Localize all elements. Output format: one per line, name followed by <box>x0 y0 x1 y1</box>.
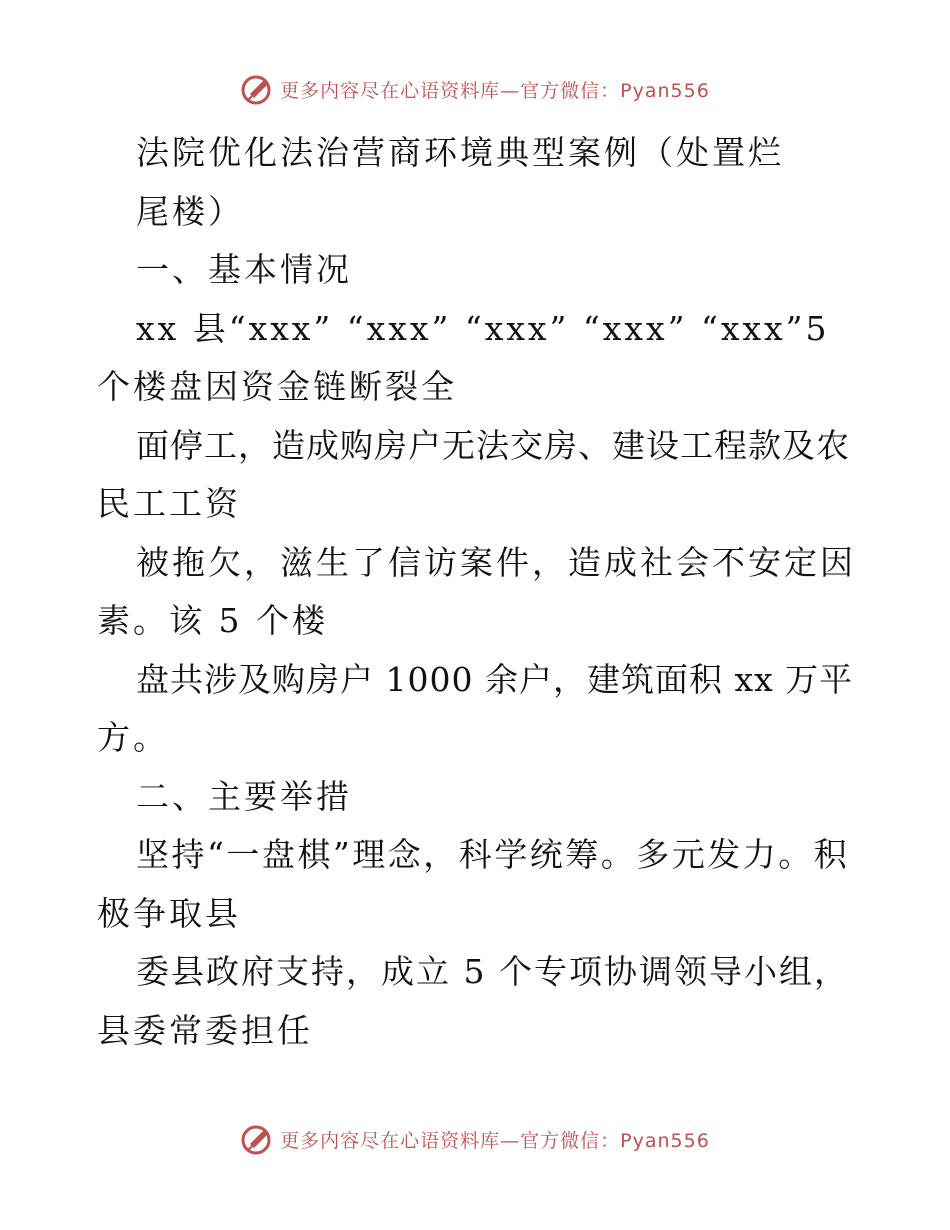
watermark-footer <box>0 1122 950 1156</box>
paragraph-line: 方。 <box>97 718 169 757</box>
paragraph-line: 被拖欠，滋生了信访案件，造成社会不安定因 <box>136 542 856 582</box>
watermark-text: 更多内容尽在心语资料库—官方微信：Pyan556 <box>280 79 710 102</box>
paragraph-line: 面停工，造成购房户无法交房、建设工程款及农 <box>136 425 850 465</box>
watermark-header <box>0 72 950 106</box>
paragraph-line: 盘共涉及购房户 1000 余户，建筑面积 xx 万平 <box>136 659 854 699</box>
section-heading-1: 一、基本情况 <box>136 250 352 289</box>
doc-title-line-2: 尾楼） <box>136 191 244 231</box>
paragraph-line: 坚持“一盘棋”理念，科学统筹。多元发力。积 <box>136 835 850 874</box>
paragraph-line: 县委常委担任 <box>97 1010 313 1050</box>
paragraph-line: 极争取县 <box>97 893 241 933</box>
section-heading-2: 二、主要举措 <box>136 776 352 816</box>
doc-title-line-1: 法院优化法治营商环境典型案例（处置烂 <box>136 133 784 172</box>
pen-nib-circle-icon <box>240 72 274 106</box>
paragraph-line: 委县政府支持，成立 5 个专项协调领导小组， <box>136 952 849 991</box>
paragraph-line: 素。该 5 个楼 <box>97 601 328 640</box>
document-body <box>97 124 857 1060</box>
pen-nib-circle-icon <box>240 1122 274 1156</box>
paragraph-line: xx 县“xxx” “xxx” “xxx” “xxx” “xxx”5 <box>136 308 830 348</box>
watermark-text: 更多内容尽在心语资料库—官方微信：Pyan556 <box>280 1129 710 1152</box>
paragraph-line: 个楼盘因资金链断裂全 <box>97 367 457 406</box>
paragraph-line: 民工工资 <box>97 484 241 523</box>
